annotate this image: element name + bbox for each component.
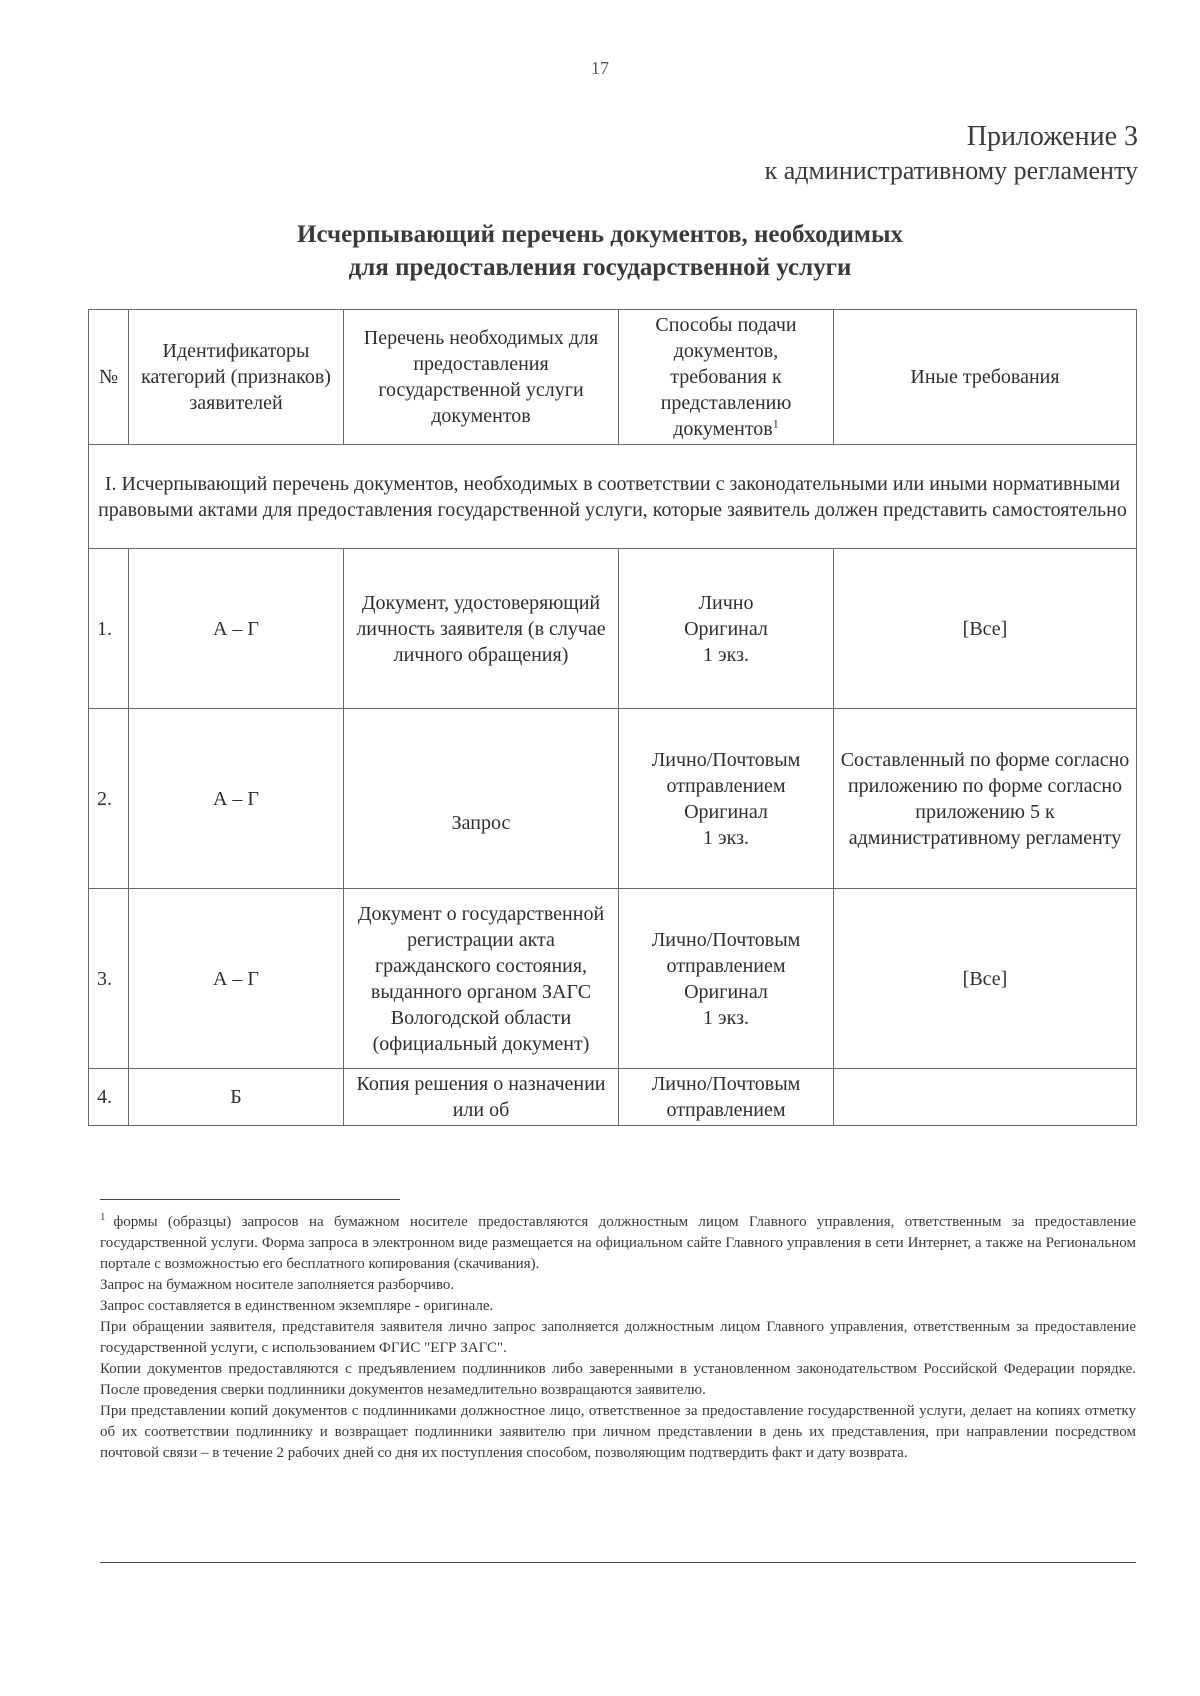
footnote-text: формы (образцы) запросов на бумажном носителе предоставляются должностным лицом Главного управления, ответственным за предоставление государственной услуги. Форма запроса в электронном виде размещается на официальном сайте Главного управления в сети Интернет, а также на Региональном портале с возможностью его бесплатного копирования (скачивания). (100, 1214, 1136, 1272)
row-other: Составленный по форме согласно приложению по форме согласно приложению 5 к административному регламенту (834, 709, 1137, 889)
row-document: Документ о государственной регистрации акта гражданского состояния, выданного органом ЗАГС Вологодской области (официальный документ) (344, 889, 619, 1069)
header-documents: Перечень необходимых для предоставления государственной услуги документов (344, 310, 619, 445)
method-line: 1 экз. (703, 826, 749, 849)
footnote-paragraph: При представлении копий документов с подлинниками должностное лицо, ответственное за предоставление государственной услуги, делает на копиях отметку об их соответствии подлиннику и возвращает подлинники заявителю при личном представлении в день их представления, при направлении посредством почтовой связи – в течение 2 рабочих дней со дня их поступления способом, позволяющим подтвердить факт и дату возврата. (100, 1403, 1136, 1461)
row-number: 2. (89, 709, 129, 889)
method-line: Лично/Почтовым (651, 928, 801, 951)
row-document: Копия решения о назначении или об (344, 1069, 619, 1126)
row-category: А – Г (129, 549, 344, 709)
document-title-line-1: Исчерпывающий перечень документов, необходимых (297, 221, 903, 248)
header-category: Идентификаторы категорий (признаков) заявителей (129, 310, 344, 445)
appendix-subtitle: к административному регламенту (764, 156, 1138, 185)
row-number: 4. (89, 1069, 129, 1126)
footnote-divider (100, 1199, 400, 1200)
method-line: Лично/Почтовым (651, 748, 801, 771)
method-line: 1 экз. (703, 1006, 749, 1029)
table-row (89, 889, 1137, 1069)
documents-table (88, 309, 1137, 1126)
appendix-title: Приложение 3 (966, 121, 1138, 152)
method-line: Лично/Почтовым (651, 1073, 801, 1095)
document-title-line-2: для предоставления государственной услуги (348, 254, 852, 281)
row-document: Документ, удостоверяющий личность заявителя (в случае личного обращения) (344, 549, 619, 709)
header-submission (619, 310, 834, 445)
table-row (89, 1069, 1137, 1126)
section-title: I. Исчерпывающий перечень документов, необходимых в соответствии с законодательными или иными нормативными правовыми актами для предоставления государственной услуги, которые заявитель должен представить самостоятельно (89, 445, 1137, 549)
header-submission-text: Способы подачи документов, требования к представлению документов (655, 314, 797, 440)
appendix-header (765, 120, 1138, 188)
row-other (834, 1069, 1137, 1126)
row-category: Б (129, 1069, 344, 1126)
footnote-paragraph: Запрос на бумажном носителе заполняется разборчиво. (100, 1277, 455, 1293)
footnote-paragraph (100, 1212, 1136, 1275)
row-other: [Все] (834, 889, 1137, 1069)
document-title (0, 218, 1200, 284)
row-category: А – Г (129, 709, 344, 889)
method-line: отправлением (666, 954, 786, 977)
row-method (619, 549, 834, 709)
table-row (89, 549, 1137, 709)
row-number: 1. (89, 549, 129, 709)
row-document: Запрос (344, 709, 619, 889)
bottom-divider (100, 1562, 1136, 1563)
row-number: 3. (89, 889, 129, 1069)
row-category: А – Г (129, 889, 344, 1069)
method-line: Оригинал (684, 980, 768, 1003)
table-row (89, 709, 1137, 889)
method-line: отправлением (666, 1099, 786, 1121)
footnote-paragraph: Запрос составляется в единственном экземпляре - оригинале. (100, 1298, 494, 1314)
method-line: Лично (698, 591, 754, 614)
section-row (89, 445, 1137, 549)
method-line: Оригинал (684, 800, 768, 823)
table-header-row (89, 310, 1137, 445)
row-other: [Все] (834, 549, 1137, 709)
footnote-reference: 1 (772, 416, 779, 431)
row-method (619, 889, 834, 1069)
footnote-mark: 1 (100, 1211, 106, 1223)
footnote-paragraph: Копии документов предоставляются с предъявлением подлинников либо заверенными в установленном законодательством Российской Федерации порядке. После проведения сверки подлинники документов незамедлительно возвращаются заявителю. (100, 1361, 1136, 1398)
header-other: Иные требования (834, 310, 1137, 445)
header-number: № (89, 310, 129, 445)
row-method (619, 1069, 834, 1126)
row-method (619, 709, 834, 889)
method-line: отправлением (666, 774, 786, 797)
footnote-paragraph: При обращении заявителя, представителя заявителя лично запрос заполняется должностным лицом Главного управления, ответственным за предоставление государственной услуги, с использованием ФГИС "ЕГР ЗАГС". (100, 1319, 1136, 1356)
method-line: Оригинал (684, 617, 768, 640)
method-line: 1 экз. (703, 643, 749, 666)
footnotes (100, 1212, 1136, 1464)
page-number: 17 (591, 58, 609, 78)
